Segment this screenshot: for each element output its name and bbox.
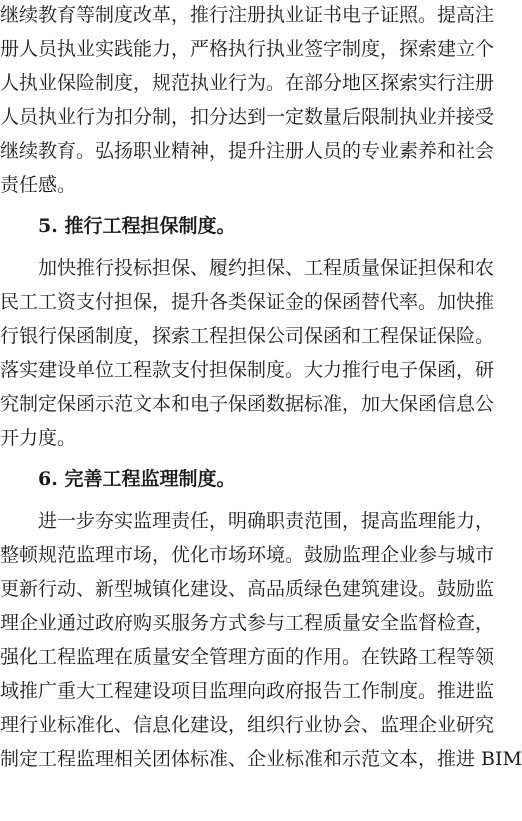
paragraph-line: 更新行动、新型城镇化建设、高品质绿色建筑建设。鼓励监	[0, 578, 495, 600]
paragraph-line: 究制定保函示范文本和电子保函数据标准，加大保函信息公	[0, 393, 495, 415]
paragraph-line: 继续教育等制度改革，推行注册执业证书电子证照。提高注	[0, 4, 495, 26]
paragraph-line: 册人员执业实践能力，严格执行执业签字制度，探索建立个	[0, 38, 495, 60]
paragraph-line: 落实建设单位工程款支付担保制度。大力推行电子保函，研	[0, 359, 495, 381]
paragraph-line: 开力度。	[0, 427, 77, 449]
paragraph-line: 继续教育。弘扬职业精神，提升注册人员的专业素养和社会	[0, 140, 495, 162]
paragraph-line: 民工工资支付担保，提升各类保证金的保函替代率。加快推	[0, 291, 495, 313]
paragraph-line: 行银行保函制度，探索工程担保公司保函和工程保证保险。	[0, 325, 495, 347]
paragraph-line: 加快推行投标担保、履约担保、工程质量保证担保和农	[38, 257, 495, 279]
paragraph-line: 责任感。	[0, 174, 77, 196]
paragraph-line: 域推广重大工程建设项目监理向政府报告工作制度。推进监	[0, 680, 495, 702]
paragraph-line: 制定工程监理相关团体标准、企业标准和示范文本，推进 BIM	[0, 748, 522, 770]
paragraph-line: 进一步夯实监理责任，明确职责范围，提高监理能力，	[38, 510, 495, 532]
section-heading-6: 6. 完善工程监理制度。	[38, 468, 236, 490]
paragraph-line: 人员执业行为扣分制，扣分达到一定数量后限制执业并接受	[0, 106, 495, 128]
paragraph-line: 理企业通过政府购买服务方式参与工程质量安全监督检查，	[0, 612, 495, 634]
paragraph-line: 整顿规范监理市场，优化市场环境。鼓励监理企业参与城市	[0, 544, 495, 566]
paragraph-line: 强化工程监理在质量安全管理方面的作用。在铁路工程等领	[0, 646, 495, 668]
paragraph-line: 理行业标准化、信息化建设，组织行业协会、监理企业研究	[0, 714, 495, 736]
paragraph-line: 人执业保险制度，规范执业行为。在部分地区探索实行注册	[0, 72, 495, 94]
section-heading-5: 5. 推行工程担保制度。	[38, 215, 236, 237]
